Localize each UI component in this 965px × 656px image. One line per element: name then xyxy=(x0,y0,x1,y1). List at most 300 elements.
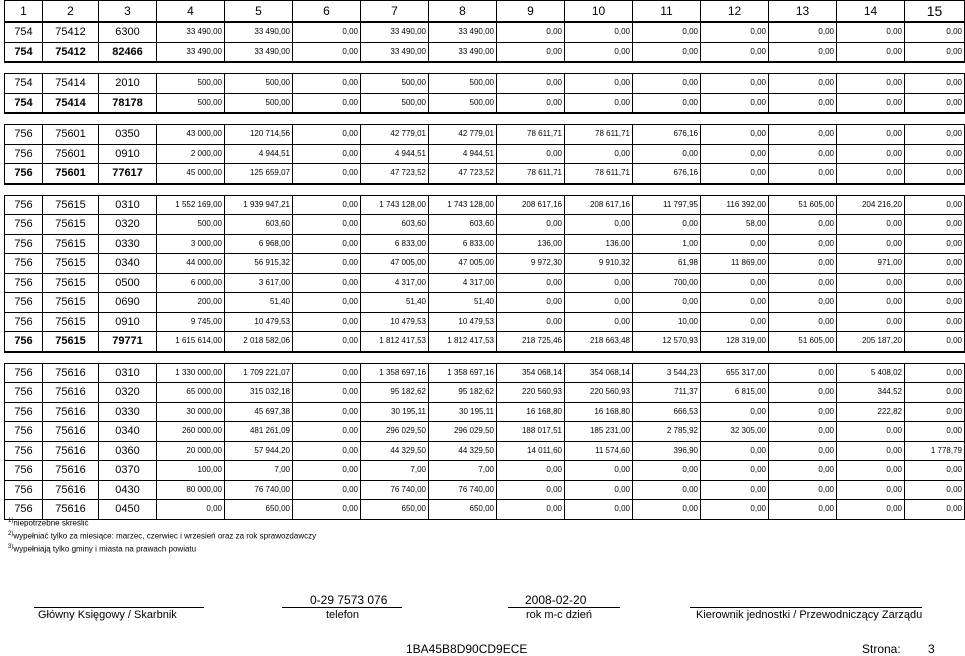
cell-amount: 44 000,00 xyxy=(157,254,225,274)
cell-amount: 0,00 xyxy=(701,480,769,500)
cell-amount: 500,00 xyxy=(225,93,293,113)
cell-amount: 500,00 xyxy=(225,74,293,94)
cell-chapter: 75616 xyxy=(43,383,99,403)
cell-paragraph: 0310 xyxy=(99,363,157,383)
cell-amount: 0,00 xyxy=(565,74,633,94)
cell-amount: 61,98 xyxy=(633,254,701,274)
cell-amount: 32 305,00 xyxy=(701,422,769,442)
cell-amount: 9 910,32 xyxy=(565,254,633,274)
cell-chapter: 75615 xyxy=(43,273,99,293)
cell-paragraph: 0360 xyxy=(99,441,157,461)
column-number: 13 xyxy=(769,1,837,23)
cell-amount: 296 029,50 xyxy=(361,422,429,442)
cell-amount: 296 029,50 xyxy=(429,422,497,442)
cell-paragraph: 0450 xyxy=(99,500,157,520)
cell-amount: 185 231,00 xyxy=(565,422,633,442)
subtotal-row xyxy=(5,42,965,62)
cell-amount: 0,00 xyxy=(701,312,769,332)
cell-amount: 208 617,16 xyxy=(497,195,565,215)
cell-amount: 0,00 xyxy=(565,461,633,481)
cell-amount: 0,00 xyxy=(905,363,965,383)
cell-amount: 3 544,23 xyxy=(633,363,701,383)
cell-amount: 0,00 xyxy=(769,22,837,42)
cell-amount: 6 815,00 xyxy=(701,383,769,403)
cell-chapter: 75616 xyxy=(43,402,99,422)
cell-amount: 1 812 417,53 xyxy=(429,332,497,352)
cell-amount: 0,00 xyxy=(293,312,361,332)
cell-amount: 11 797,95 xyxy=(633,195,701,215)
cell-amount: 7,00 xyxy=(429,461,497,481)
cell-amount: 30 195,11 xyxy=(361,402,429,422)
cell-amount: 0,00 xyxy=(701,125,769,145)
cell-amount: 650,00 xyxy=(429,500,497,520)
cell-amount: 0,00 xyxy=(905,312,965,332)
cell-chapter: 75616 xyxy=(43,363,99,383)
cell-amount: 0,00 xyxy=(769,293,837,313)
table-row xyxy=(5,293,965,313)
cell-amount: 0,00 xyxy=(905,273,965,293)
cell-amount: 0,00 xyxy=(497,461,565,481)
cell-amount: 500,00 xyxy=(361,74,429,94)
cell-amount: 218 725,46 xyxy=(497,332,565,352)
column-number: 3 xyxy=(99,1,157,23)
cell-amount: 12 570,93 xyxy=(633,332,701,352)
cell-paragraph: 79771 xyxy=(99,332,157,352)
cell-amount: 650,00 xyxy=(225,500,293,520)
cell-chapter: 75615 xyxy=(43,312,99,332)
cell-paragraph: 0320 xyxy=(99,215,157,235)
cell-amount: 0,00 xyxy=(837,441,905,461)
cell-amount: 315 032,18 xyxy=(225,383,293,403)
cell-amount: 2 018 582,06 xyxy=(225,332,293,352)
document-code: 1BA45B8D90CD9ECE xyxy=(406,642,528,656)
cell-amount: 76 740,00 xyxy=(361,480,429,500)
cell-amount: 6 000,00 xyxy=(157,273,225,293)
cell-amount: 0,00 xyxy=(293,164,361,184)
cell-amount: 0,00 xyxy=(905,234,965,254)
cell-section: 756 xyxy=(5,480,43,500)
table-row xyxy=(5,422,965,442)
cell-amount: 0,00 xyxy=(157,500,225,520)
page-label: Strona: xyxy=(862,642,901,656)
cell-amount: 0,00 xyxy=(293,144,361,164)
cell-amount: 95 182,62 xyxy=(361,383,429,403)
column-number: 2 xyxy=(43,1,99,23)
cell-amount: 0,00 xyxy=(565,215,633,235)
cell-amount: 0,00 xyxy=(701,273,769,293)
cell-amount: 0,00 xyxy=(293,402,361,422)
cell-amount: 0,00 xyxy=(905,74,965,94)
cell-amount: 11 869,00 xyxy=(701,254,769,274)
cell-amount: 0,00 xyxy=(701,144,769,164)
cell-chapter: 75616 xyxy=(43,500,99,520)
cell-amount: 0,00 xyxy=(905,332,965,352)
cell-paragraph: 0320 xyxy=(99,383,157,403)
cell-amount: 0,00 xyxy=(293,422,361,442)
cell-amount: 16 168,80 xyxy=(565,402,633,422)
cell-amount: 0,00 xyxy=(497,480,565,500)
cell-amount: 500,00 xyxy=(429,74,497,94)
cell-amount: 0,00 xyxy=(905,422,965,442)
footnote: $^{3)}$wypełniają tylko gminy i miasta na prawach powiatu xyxy=(8,544,197,554)
cell-amount: 0,00 xyxy=(701,234,769,254)
separator-cell xyxy=(5,62,965,74)
cell-amount: 44 329,50 xyxy=(361,441,429,461)
cell-amount: 1 330 000,00 xyxy=(157,363,225,383)
cell-amount: 78 611,71 xyxy=(565,164,633,184)
cell-amount: 51,40 xyxy=(361,293,429,313)
cell-amount: 666,53 xyxy=(633,402,701,422)
cell-amount: 0,00 xyxy=(293,332,361,352)
cell-amount: 0,00 xyxy=(701,500,769,520)
cell-amount: 711,37 xyxy=(633,383,701,403)
cell-paragraph: 2010 xyxy=(99,74,157,94)
cell-amount: 11 574,60 xyxy=(565,441,633,461)
cell-amount: 76 740,00 xyxy=(225,480,293,500)
cell-amount: 16 168,80 xyxy=(497,402,565,422)
cell-amount: 0,00 xyxy=(701,42,769,62)
cell-paragraph: 0340 xyxy=(99,422,157,442)
cell-amount: 0,00 xyxy=(837,500,905,520)
table-row xyxy=(5,215,965,235)
table-row xyxy=(5,480,965,500)
group-separator xyxy=(5,113,965,125)
cell-amount: 260 000,00 xyxy=(157,422,225,442)
cell-amount: 0,00 xyxy=(837,480,905,500)
cell-amount: 655 317,00 xyxy=(701,363,769,383)
cell-amount: 344,52 xyxy=(837,383,905,403)
cell-amount: 0,00 xyxy=(633,480,701,500)
separator-cell xyxy=(5,352,965,364)
cell-amount: 0,00 xyxy=(769,461,837,481)
cell-amount: 58,00 xyxy=(701,215,769,235)
cell-amount: 481 261,09 xyxy=(225,422,293,442)
cell-amount: 51 605,00 xyxy=(769,332,837,352)
cell-amount: 676,16 xyxy=(633,164,701,184)
cell-amount: 0,00 xyxy=(633,144,701,164)
cell-amount: 0,00 xyxy=(497,293,565,313)
cell-amount: 0,00 xyxy=(701,402,769,422)
column-number: 11 xyxy=(633,1,701,23)
cell-amount: 57 944,20 xyxy=(225,441,293,461)
cell-amount: 0,00 xyxy=(769,312,837,332)
cell-amount: 354 068,14 xyxy=(497,363,565,383)
cell-amount: 125 659,07 xyxy=(225,164,293,184)
cell-amount: 0,00 xyxy=(293,383,361,403)
cell-paragraph: 0910 xyxy=(99,144,157,164)
column-number: 14 xyxy=(837,1,905,23)
cell-chapter: 75616 xyxy=(43,480,99,500)
cell-amount: 0,00 xyxy=(905,93,965,113)
cell-section: 756 xyxy=(5,195,43,215)
cell-amount: 0,00 xyxy=(565,144,633,164)
cell-amount: 0,00 xyxy=(837,461,905,481)
cell-amount: 208 617,16 xyxy=(565,195,633,215)
cell-amount: 0,00 xyxy=(769,42,837,62)
signature-line xyxy=(282,607,402,608)
cell-amount: 0,00 xyxy=(293,74,361,94)
cell-amount: 3 000,00 xyxy=(157,234,225,254)
cell-amount: 0,00 xyxy=(565,273,633,293)
cell-paragraph: 0910 xyxy=(99,312,157,332)
column-number: 8 xyxy=(429,1,497,23)
cell-amount: 33 490,00 xyxy=(361,22,429,42)
cell-amount: 0,00 xyxy=(905,383,965,403)
cell-amount: 205 187,20 xyxy=(837,332,905,352)
column-number: 15 xyxy=(905,1,965,23)
cell-amount: 4 944,51 xyxy=(429,144,497,164)
cell-amount: 1 778,79 xyxy=(905,441,965,461)
cell-amount: 4 317,00 xyxy=(429,273,497,293)
cell-amount: 0,00 xyxy=(905,402,965,422)
cell-amount: 47 723,52 xyxy=(429,164,497,184)
cell-amount: 95 182,62 xyxy=(429,383,497,403)
cell-amount: 0,00 xyxy=(905,164,965,184)
cell-chapter: 75601 xyxy=(43,125,99,145)
cell-amount: 0,00 xyxy=(293,234,361,254)
table-row xyxy=(5,273,965,293)
cell-chapter: 75601 xyxy=(43,144,99,164)
cell-amount: 47 723,52 xyxy=(361,164,429,184)
cell-amount: 33 490,00 xyxy=(157,42,225,62)
cell-amount: 100,00 xyxy=(157,461,225,481)
head-label: Kierownik jednostki / Przewodniczący Zarządu xyxy=(696,609,923,621)
cell-amount: 0,00 xyxy=(633,22,701,42)
cell-paragraph: 82466 xyxy=(99,42,157,62)
cell-amount: 0,00 xyxy=(293,461,361,481)
cell-amount: 33 490,00 xyxy=(225,22,293,42)
cell-amount: 6 833,00 xyxy=(429,234,497,254)
cell-amount: 500,00 xyxy=(157,74,225,94)
cell-amount: 76 740,00 xyxy=(429,480,497,500)
cell-section: 756 xyxy=(5,293,43,313)
cell-amount: 603,60 xyxy=(429,215,497,235)
cell-amount: 0,00 xyxy=(633,293,701,313)
cell-amount: 7,00 xyxy=(361,461,429,481)
cell-amount: 78 611,71 xyxy=(497,164,565,184)
page-number: 3 xyxy=(928,642,935,656)
cell-amount: 0,00 xyxy=(905,461,965,481)
cell-chapter: 75414 xyxy=(43,74,99,94)
cell-amount: 500,00 xyxy=(429,93,497,113)
cell-amount: 2 785,92 xyxy=(633,422,701,442)
cell-amount: 3 617,00 xyxy=(225,273,293,293)
cell-amount: 0,00 xyxy=(565,480,633,500)
table-row xyxy=(5,22,965,42)
cell-paragraph: 0340 xyxy=(99,254,157,274)
cell-amount: 65 000,00 xyxy=(157,383,225,403)
cell-chapter: 75616 xyxy=(43,441,99,461)
table-row xyxy=(5,74,965,94)
date-value: 2008-02-20 xyxy=(525,593,587,607)
cell-paragraph: 0370 xyxy=(99,461,157,481)
cell-amount: 0,00 xyxy=(837,215,905,235)
column-number: 1 xyxy=(5,1,43,23)
cell-amount: 0,00 xyxy=(633,461,701,481)
cell-amount: 0,00 xyxy=(701,441,769,461)
cell-amount: 2 000,00 xyxy=(157,144,225,164)
cell-paragraph: 6300 xyxy=(99,22,157,42)
cell-amount: 9 745,00 xyxy=(157,312,225,332)
phone-value: 0-29 7573 076 xyxy=(310,593,388,607)
cell-amount: 0,00 xyxy=(497,273,565,293)
cell-amount: 0,00 xyxy=(497,215,565,235)
cell-amount: 0,00 xyxy=(905,42,965,62)
cell-amount: 0,00 xyxy=(769,500,837,520)
cell-amount: 7,00 xyxy=(225,461,293,481)
cell-amount: 0,00 xyxy=(769,363,837,383)
cell-amount: 33 490,00 xyxy=(361,42,429,62)
cell-amount: 0,00 xyxy=(293,93,361,113)
cell-amount: 0,00 xyxy=(905,480,965,500)
cell-amount: 0,00 xyxy=(293,480,361,500)
cell-amount: 0,00 xyxy=(293,42,361,62)
cell-amount: 603,60 xyxy=(225,215,293,235)
table-row xyxy=(5,441,965,461)
cell-amount: 0,00 xyxy=(701,164,769,184)
cell-amount: 33 490,00 xyxy=(429,22,497,42)
subtotal-row xyxy=(5,332,965,352)
cell-section: 754 xyxy=(5,93,43,113)
cell-amount: 0,00 xyxy=(701,461,769,481)
table-row xyxy=(5,461,965,481)
cell-amount: 188 017,51 xyxy=(497,422,565,442)
cell-amount: 0,00 xyxy=(633,500,701,520)
cell-chapter: 75615 xyxy=(43,332,99,352)
cell-paragraph: 0430 xyxy=(99,480,157,500)
cell-amount: 0,00 xyxy=(497,74,565,94)
cell-amount: 676,16 xyxy=(633,125,701,145)
cell-amount: 700,00 xyxy=(633,273,701,293)
cell-section: 754 xyxy=(5,42,43,62)
cell-amount: 78 611,71 xyxy=(565,125,633,145)
accountant-label: Główny Księgowy / Skarbnik xyxy=(38,609,177,621)
cell-amount: 80 000,00 xyxy=(157,480,225,500)
cell-amount: 0,00 xyxy=(769,164,837,184)
cell-amount: 220 560,93 xyxy=(497,383,565,403)
cell-amount: 45 697,38 xyxy=(225,402,293,422)
cell-paragraph: 0350 xyxy=(99,125,157,145)
column-number: 9 xyxy=(497,1,565,23)
cell-amount: 43 000,00 xyxy=(157,125,225,145)
footnotes xyxy=(8,516,316,555)
cell-amount: 0,00 xyxy=(905,215,965,235)
date-label: rok m-c dzień xyxy=(526,609,593,621)
cell-amount: 51,40 xyxy=(225,293,293,313)
group-separator xyxy=(5,184,965,196)
cell-amount: 1 743 128,00 xyxy=(361,195,429,215)
cell-amount: 0,00 xyxy=(837,422,905,442)
cell-amount: 0,00 xyxy=(633,42,701,62)
subtotal-row xyxy=(5,93,965,113)
signature-line xyxy=(508,607,620,608)
cell-paragraph: 0330 xyxy=(99,234,157,254)
table-row xyxy=(5,363,965,383)
cell-amount: 47 005,00 xyxy=(429,254,497,274)
cell-amount: 6 833,00 xyxy=(361,234,429,254)
signature-line xyxy=(34,607,204,608)
cell-amount: 0,00 xyxy=(633,74,701,94)
cell-amount: 0,00 xyxy=(701,93,769,113)
report-table xyxy=(4,0,965,520)
cell-amount: 0,00 xyxy=(293,441,361,461)
cell-paragraph: 0310 xyxy=(99,195,157,215)
cell-amount: 0,00 xyxy=(701,293,769,313)
cell-amount: 218 663,48 xyxy=(565,332,633,352)
cell-amount: 354 068,14 xyxy=(565,363,633,383)
cell-amount: 0,00 xyxy=(497,22,565,42)
cell-amount: 1 358 697,16 xyxy=(429,363,497,383)
cell-chapter: 75616 xyxy=(43,422,99,442)
cell-amount: 45 000,00 xyxy=(157,164,225,184)
cell-amount: 0,00 xyxy=(837,312,905,332)
cell-amount: 0,00 xyxy=(769,254,837,274)
cell-amount: 1 743 128,00 xyxy=(429,195,497,215)
group-separator xyxy=(5,62,965,74)
cell-paragraph: 0500 xyxy=(99,273,157,293)
cell-amount: 30 195,11 xyxy=(429,402,497,422)
cell-amount: 222,82 xyxy=(837,402,905,422)
subtotal-row xyxy=(5,164,965,184)
cell-amount: 0,00 xyxy=(837,273,905,293)
cell-amount: 10,00 xyxy=(633,312,701,332)
cell-amount: 42 779,01 xyxy=(429,125,497,145)
table-row xyxy=(5,254,965,274)
cell-amount: 0,00 xyxy=(769,480,837,500)
cell-amount: 4 944,51 xyxy=(361,144,429,164)
cell-section: 756 xyxy=(5,312,43,332)
cell-amount: 47 005,00 xyxy=(361,254,429,274)
group-separator xyxy=(5,352,965,364)
cell-amount: 0,00 xyxy=(293,254,361,274)
cell-section: 756 xyxy=(5,461,43,481)
cell-section: 756 xyxy=(5,422,43,442)
table-row xyxy=(5,125,965,145)
cell-amount: 51 605,00 xyxy=(769,195,837,215)
cell-amount: 0,00 xyxy=(565,22,633,42)
cell-amount: 0,00 xyxy=(633,215,701,235)
cell-amount: 0,00 xyxy=(905,293,965,313)
separator-cell xyxy=(5,113,965,125)
column-number: 5 xyxy=(225,1,293,23)
cell-amount: 30 000,00 xyxy=(157,402,225,422)
cell-amount: 0,00 xyxy=(497,144,565,164)
cell-amount: 1 552 169,00 xyxy=(157,195,225,215)
cell-amount: 0,00 xyxy=(633,93,701,113)
cell-amount: 0,00 xyxy=(293,22,361,42)
cell-amount: 1,00 xyxy=(633,234,701,254)
table-row xyxy=(5,383,965,403)
cell-amount: 0,00 xyxy=(769,402,837,422)
cell-amount: 0,00 xyxy=(837,125,905,145)
cell-amount: 0,00 xyxy=(837,293,905,313)
cell-section: 756 xyxy=(5,383,43,403)
cell-chapter: 75412 xyxy=(43,42,99,62)
column-number: 4 xyxy=(157,1,225,23)
cell-amount: 500,00 xyxy=(361,93,429,113)
column-number: 7 xyxy=(361,1,429,23)
cell-section: 756 xyxy=(5,441,43,461)
cell-amount: 0,00 xyxy=(497,500,565,520)
cell-amount: 204 216,20 xyxy=(837,195,905,215)
cell-chapter: 75414 xyxy=(43,93,99,113)
cell-amount: 0,00 xyxy=(837,42,905,62)
cell-amount: 200,00 xyxy=(157,293,225,313)
cell-amount: 0,00 xyxy=(769,74,837,94)
cell-chapter: 75615 xyxy=(43,215,99,235)
cell-section: 756 xyxy=(5,332,43,352)
cell-amount: 0,00 xyxy=(905,254,965,274)
